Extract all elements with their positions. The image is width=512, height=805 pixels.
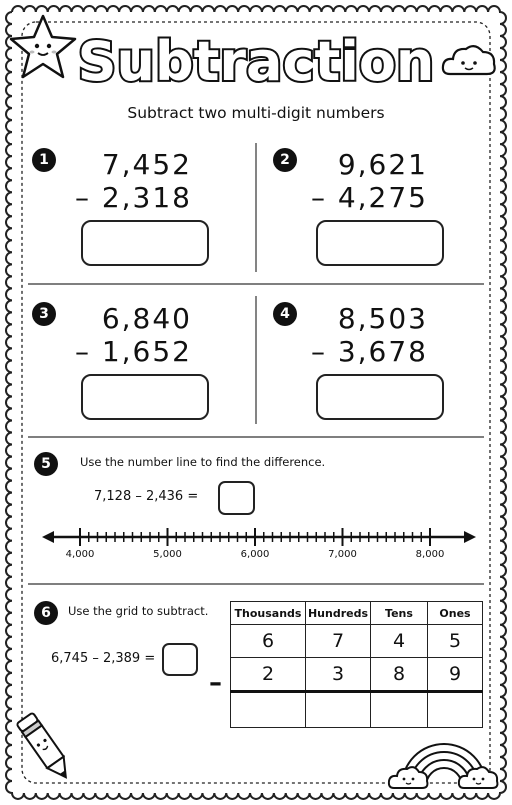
grid-cell: 5: [428, 625, 483, 658]
grid-cell: 7: [306, 625, 371, 658]
problem-4-bottom: – 3,678: [310, 335, 428, 368]
rainbow-icon: [388, 726, 500, 792]
grid-cell: 8: [371, 658, 428, 692]
pencil-face-icon: [14, 706, 74, 788]
number-line-tick-label: 7,000: [328, 549, 357, 560]
subtitle: Subtract two multi-digit numbers: [127, 104, 385, 122]
grid-header-tens: Tens: [371, 602, 428, 625]
grid-header-thousands: Thousands: [231, 602, 306, 625]
grid-minus-sign: –: [209, 668, 222, 698]
arrow-left-icon: [42, 531, 54, 543]
number-line-tick-label: 8,000: [415, 549, 445, 560]
section-6-instruction: Use the grid to subtract.: [68, 604, 209, 618]
problem-3-top: 6,840: [101, 302, 192, 335]
place-value-grid: [230, 601, 483, 728]
problem-4-answer-box[interactable]: [316, 374, 444, 420]
grid-cell: 9: [428, 658, 483, 692]
problem-1-bottom: – 2,318: [74, 181, 192, 214]
number-line: [40, 525, 480, 549]
problem-4-badge: 4: [273, 302, 297, 326]
problem-4-top: 8,503: [337, 302, 428, 335]
problem-3-badge: 3: [32, 302, 56, 326]
problem-2-answer-box[interactable]: [316, 220, 444, 266]
grid-answer-cell[interactable]: [428, 692, 483, 728]
arrow-right-icon: [464, 531, 476, 543]
problem-2-bottom: – 4,275: [310, 181, 428, 214]
grid-answer-cell[interactable]: [231, 692, 306, 728]
cloud-face-icon: [389, 767, 428, 788]
section-5-badge: 5: [34, 452, 58, 476]
number-line-tick-label: 6,000: [240, 549, 270, 560]
star-face-icon: [8, 12, 78, 82]
problem-2-badge: 2: [273, 148, 297, 172]
problem-1-top: 7,452: [101, 148, 192, 181]
section-5-instruction: Use the number line to find the difference.: [80, 455, 326, 469]
grid-cell: 3: [306, 658, 371, 692]
grid-answer-cell[interactable]: [371, 692, 428, 728]
grid-header-ones: Ones: [428, 602, 483, 625]
problem-3-bottom: – 1,652: [74, 335, 192, 368]
problem-2-top: 9,621: [337, 148, 428, 181]
grid-header-hundreds: Hundreds: [306, 602, 371, 625]
number-line-tick-label: 4,000: [65, 549, 95, 560]
problem-1-answer-box[interactable]: [81, 220, 209, 266]
grid-answer-cell[interactable]: [306, 692, 371, 728]
section-6-answer-box[interactable]: [162, 643, 198, 676]
section-5-answer-box[interactable]: [218, 481, 255, 515]
problem-3-answer-box[interactable]: [81, 374, 209, 420]
grid-cell: 2: [231, 658, 306, 692]
grid-cell: 4: [371, 625, 428, 658]
title-text: Subtraction: [77, 30, 435, 93]
cloud-face-icon: [440, 40, 498, 82]
problem-1-badge: 1: [32, 148, 56, 172]
section-6-badge: 6: [34, 601, 58, 625]
grid-cell: 6: [231, 625, 306, 658]
section-5-equation: 7,128 – 2,436 =: [94, 489, 199, 504]
number-line-tick-label: 5,000: [153, 549, 182, 560]
section-6-equation: 6,745 – 2,389 =: [51, 651, 156, 666]
